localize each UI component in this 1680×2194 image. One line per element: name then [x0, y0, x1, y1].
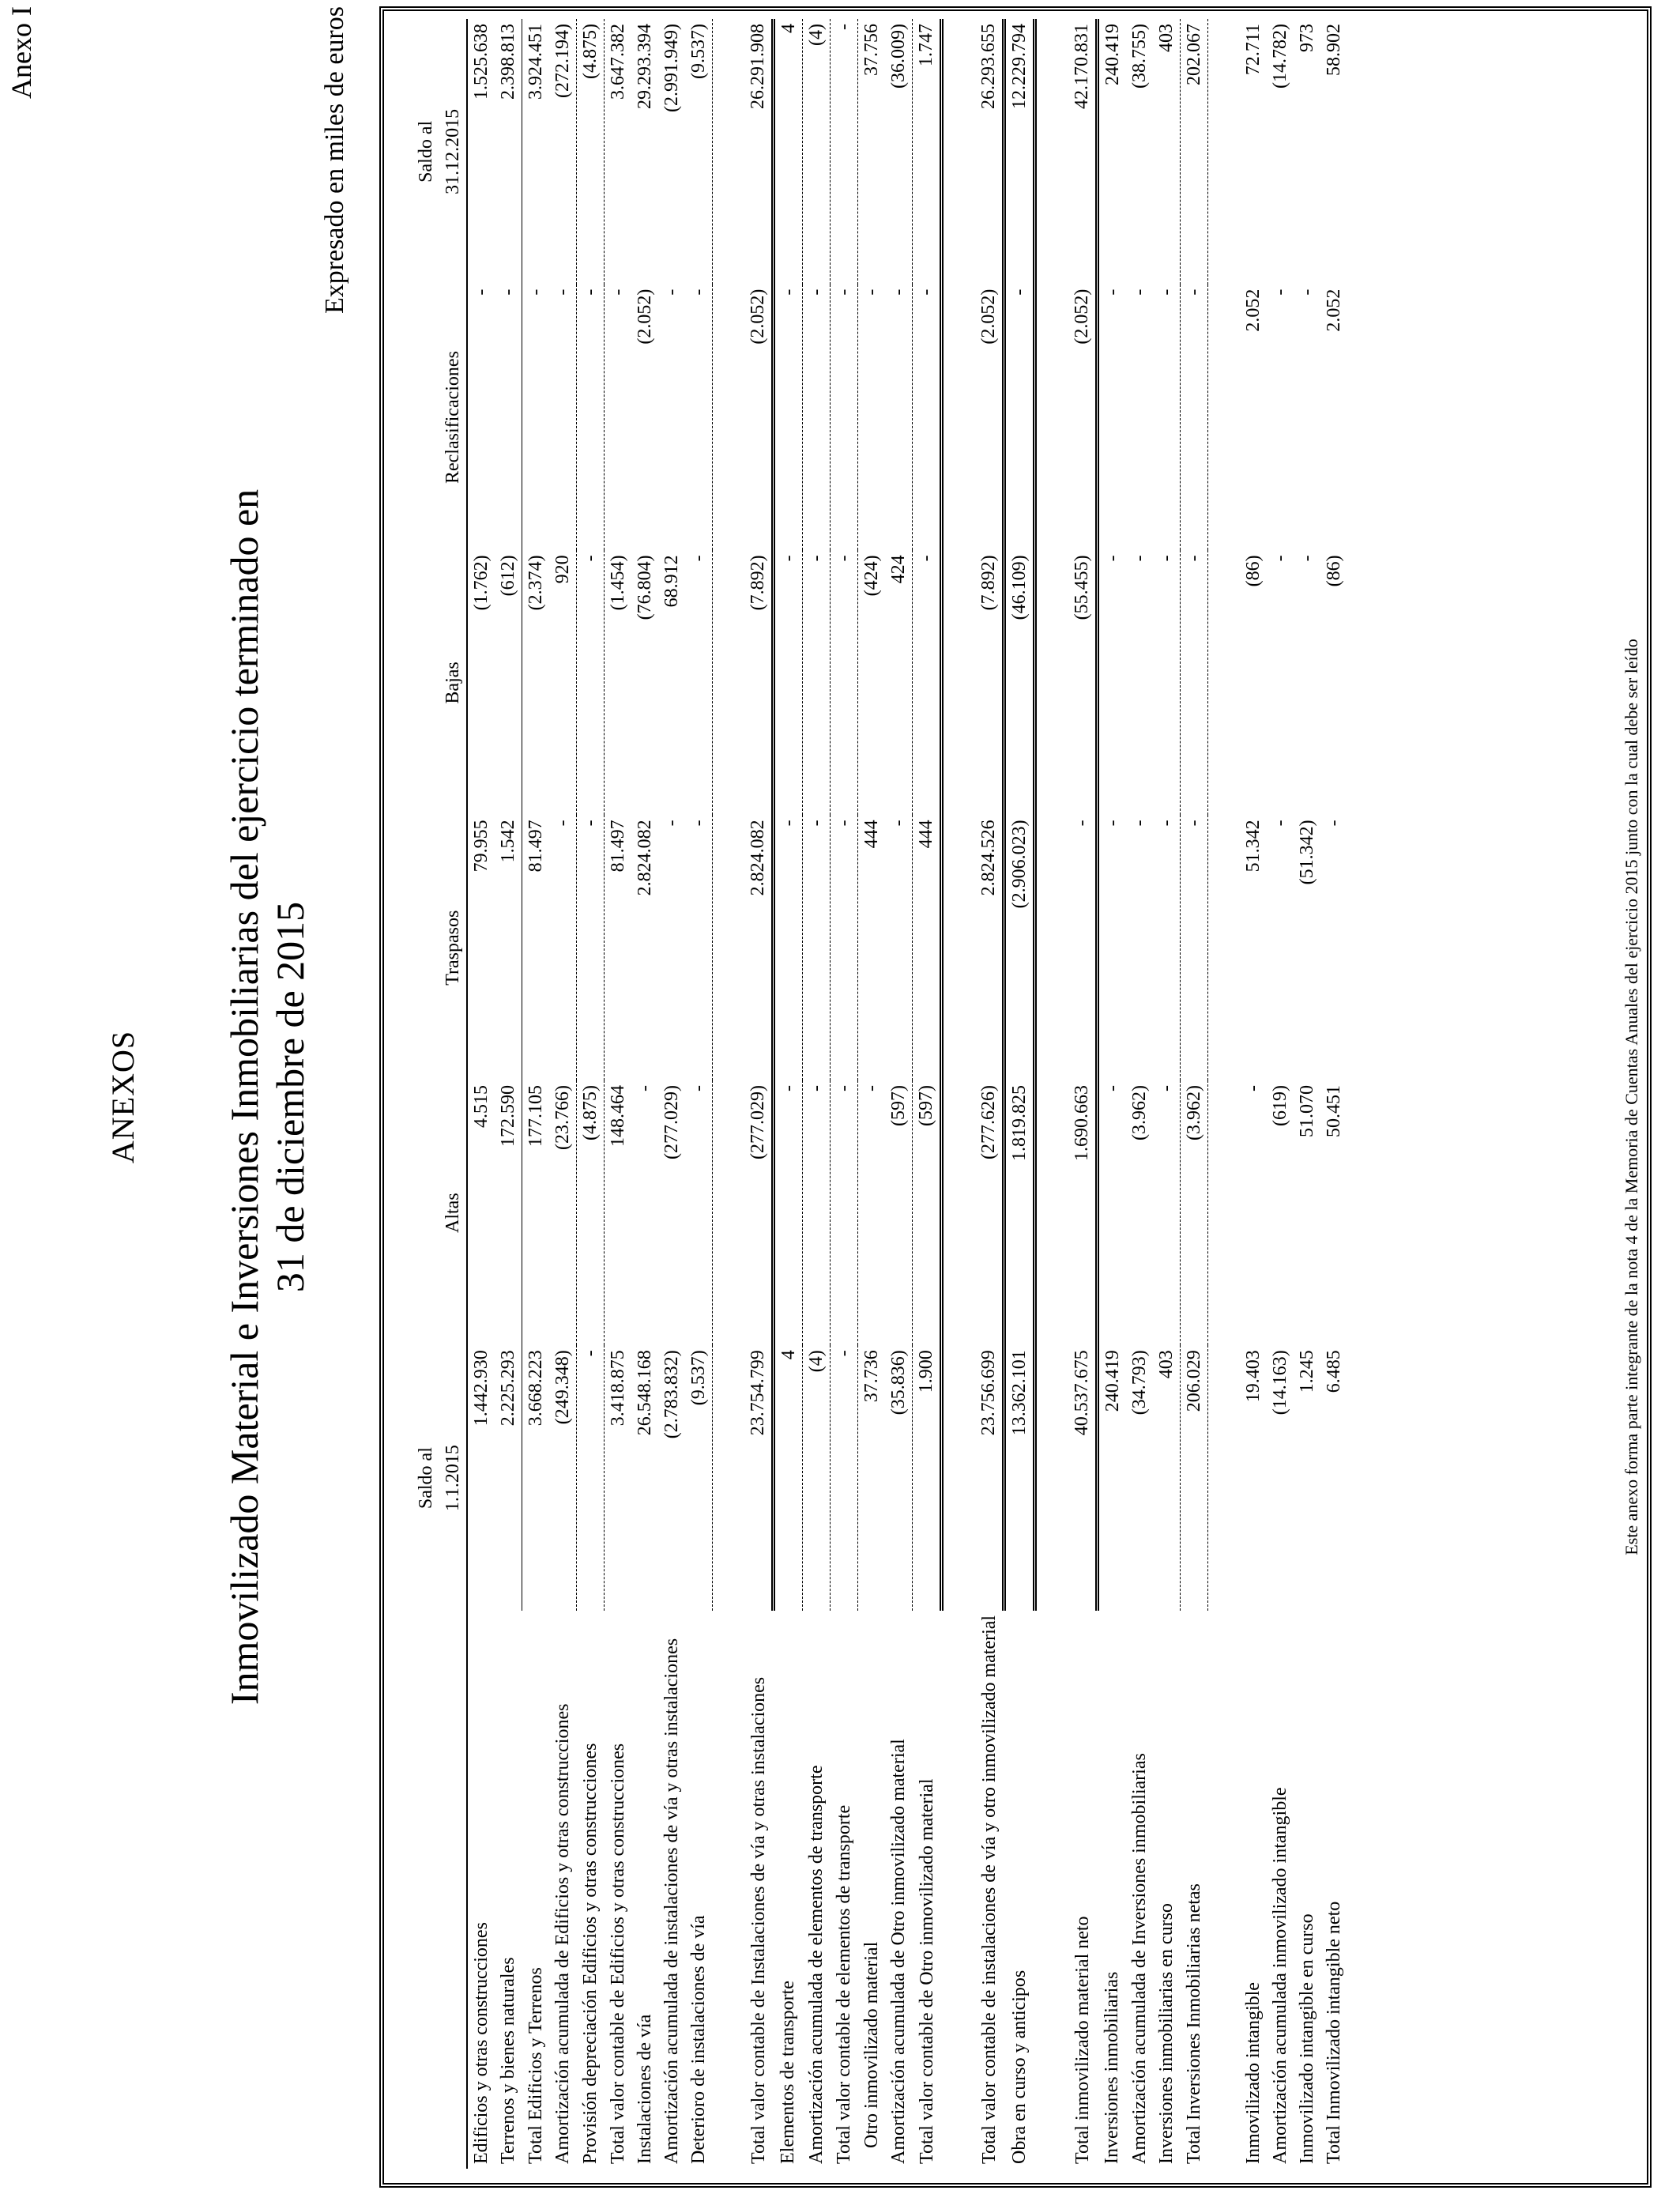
row-value: 1.900: [913, 1345, 942, 1611]
row-value: 72.711: [1243, 24, 1264, 76]
col-header-traspasos: Traspasos: [439, 815, 467, 1080]
row-value: -: [1181, 285, 1208, 551]
row-value: -: [913, 550, 942, 815]
row-value: -: [661, 820, 682, 827]
row-value: 2.052: [1243, 288, 1264, 332]
row-value: -: [831, 1345, 858, 1611]
row-value: (277.626): [975, 1080, 1004, 1345]
row-value: (4): [803, 19, 831, 285]
row-label: Deterioro de instalaciones de vía: [688, 1915, 710, 2164]
row-value: 19.403: [1243, 1350, 1264, 1403]
row-value: 177.105: [522, 1080, 550, 1345]
row-value: (4.875): [577, 1080, 605, 1345]
row-value: 920: [549, 550, 577, 815]
row-value: (2.906.023): [1004, 815, 1035, 1080]
row-value: -: [774, 815, 803, 1080]
row-value: (35.836): [885, 1345, 913, 1611]
row-value: 172.590: [495, 1080, 522, 1345]
row-value: (272.194): [549, 19, 577, 285]
row-value: -: [1153, 815, 1181, 1080]
row-value: 51.342: [1243, 820, 1264, 873]
row-value: -: [831, 285, 858, 551]
page-title-line-1: Inmovilizado Material e Inversiones Inmobiliarias del ejercicio terminado en: [222, 488, 266, 1706]
row-value: -: [1153, 285, 1181, 551]
row-value: -: [885, 815, 913, 1080]
row-value: 973: [1297, 24, 1317, 52]
row-value: (23.766): [549, 1080, 577, 1345]
row-value: -: [861, 1085, 882, 1092]
row-label: Total valor contable de Edificios y otras construcciones: [607, 1743, 628, 2164]
row-value: (1.454): [608, 555, 628, 611]
row-value: -: [577, 550, 605, 815]
row-value: -: [1102, 555, 1123, 562]
fixed-assets-table: [412, 19, 1347, 2169]
row-value: 3.418.875: [608, 1350, 628, 1427]
col-header-closing-date: 31.12.2015: [439, 19, 467, 285]
row-label: Amortización acumulada de Inversiones inmobiliarias: [1129, 1753, 1150, 2164]
row-label: Total valor contable de elementos de transporte: [834, 1804, 854, 2164]
row-value: (2.052): [744, 285, 774, 551]
row-value: -: [1297, 288, 1317, 296]
row-label: Inversiones inmobiliarias: [1101, 1971, 1122, 2164]
table-row: [1153, 19, 1181, 2169]
row-value: 68.912: [661, 555, 682, 608]
row-value: (4.875): [577, 19, 605, 285]
page-title-line-2: 31 de diciembre de 2015: [268, 901, 312, 1293]
row-label: Inmovilizado intangible en curso: [1297, 1913, 1317, 2164]
section-title: ANEXOS: [105, 1030, 141, 1164]
row-value: -: [861, 288, 882, 296]
row-value: -: [774, 285, 803, 551]
row-value: 4: [774, 19, 803, 285]
row-label: Terrenos y bienes naturales: [498, 1957, 519, 2164]
row-value: (2.991.949): [661, 24, 682, 112]
row-value: (86): [1324, 555, 1344, 587]
row-value: -: [608, 288, 628, 296]
row-value: (34.793): [1129, 1350, 1150, 1416]
row-value: 51.070: [1297, 1085, 1317, 1138]
row-value: 6.485: [1324, 1350, 1344, 1393]
table-row: [1294, 19, 1320, 2169]
row-value: -: [1297, 555, 1317, 562]
table-row: [1004, 19, 1035, 2169]
table-row: [1240, 19, 1267, 2169]
row-value: -: [1270, 820, 1290, 827]
row-value: -: [549, 815, 577, 1080]
col-header-bajas: Bajas: [439, 550, 467, 815]
row-value: (1.762): [471, 555, 492, 611]
row-value: -: [495, 285, 522, 551]
row-value: 13.362.101: [1004, 1345, 1035, 1611]
row-label: Amortización acumulada de Otro inmovilizado material: [888, 1739, 910, 2164]
row-value: 1.819.825: [1004, 1080, 1035, 1345]
row-value: (2.052): [975, 285, 1004, 551]
col-header-closing-top: Saldo al: [416, 120, 436, 183]
col-header-reclasificaciones: Reclasificaciones: [439, 285, 467, 551]
table-row: [803, 19, 831, 2169]
row-value: -: [685, 815, 713, 1080]
row-value: (9.537): [685, 1345, 713, 1611]
row-value: -: [1129, 820, 1150, 827]
row-label: Otro inmovilizado material: [861, 1941, 882, 2148]
row-value: 26.291.908: [744, 19, 774, 285]
units-note: Expresado en miles de euros: [320, 6, 349, 314]
row-value: 2.225.293: [495, 1345, 522, 1611]
row-value: -: [1068, 815, 1098, 1080]
row-label: Amortización acumulada de instalaciones de vía y otras instalaciones: [661, 1638, 682, 2164]
row-value: 2.824.082: [744, 815, 774, 1080]
row-label: Total Inmovilizado intangible neto: [1324, 1901, 1344, 2164]
row-value: 424: [885, 550, 913, 815]
row-value: (7.892): [744, 550, 774, 815]
table-row: [522, 19, 550, 2169]
row-label: Amortización acumulada de Edificios y otras construcciones: [552, 1703, 574, 2164]
row-label: Obra en curso y anticipos: [1009, 1970, 1030, 2164]
row-value: 1.747: [913, 19, 942, 285]
row-value: 26.548.168: [635, 1350, 655, 1436]
row-value: -: [803, 1080, 831, 1345]
row-value: -: [1102, 288, 1123, 296]
row-value: 444: [861, 820, 882, 849]
row-value: -: [1181, 815, 1208, 1080]
row-label: Amortización acumulada inmovilizado intangible: [1270, 1787, 1290, 2164]
table-row: [1068, 19, 1098, 2169]
row-value: (249.348): [549, 1345, 577, 1611]
row-value: -: [577, 285, 605, 551]
row-value: -: [1102, 820, 1123, 827]
row-value: 42.170.831: [1068, 19, 1098, 285]
table-row: [885, 19, 913, 2169]
row-value: -: [661, 288, 682, 296]
table-row: [1098, 19, 1127, 2169]
row-value: -: [549, 285, 577, 551]
row-value: 202.067: [1181, 19, 1208, 285]
row-label: Total Inversiones Inmobiliarias netas: [1184, 1883, 1204, 2164]
row-value: (2.052): [635, 288, 655, 345]
row-value: 2.398.813: [495, 19, 522, 285]
row-value: -: [1102, 1085, 1123, 1092]
row-value: 1.525.638: [471, 24, 492, 100]
row-value: 240.419: [1102, 1350, 1123, 1412]
row-value: (597): [913, 1080, 942, 1345]
row-value: -: [685, 1080, 713, 1345]
row-value: 1.690.663: [1068, 1080, 1098, 1345]
row-value: (4): [803, 1345, 831, 1611]
row-value: (36.009): [885, 19, 913, 285]
row-value: (55.455): [1068, 550, 1098, 815]
row-value: -: [1270, 555, 1290, 562]
row-label: Inmovilizado intangible: [1243, 1982, 1264, 2164]
row-value: -: [471, 288, 492, 296]
table-row: [467, 19, 495, 2169]
row-value: (619): [1270, 1085, 1290, 1126]
row-label: Total inmovilizado material neto: [1072, 1916, 1094, 2164]
row-value: (612): [495, 550, 522, 815]
table-body: [467, 19, 1347, 2169]
table-row: [577, 19, 605, 2169]
row-value: (2.374): [522, 550, 550, 815]
row-label: Edificios y otras construcciones: [471, 1922, 492, 2164]
row-value: 50.451: [1324, 1085, 1344, 1138]
row-value: 1.542: [495, 815, 522, 1080]
row-value: (14.163): [1270, 1350, 1290, 1416]
row-value: 2.824.526: [975, 815, 1004, 1080]
col-header-opening-top: Saldo al: [416, 1447, 436, 1510]
row-value: -: [1129, 555, 1150, 562]
row-value: -: [831, 815, 858, 1080]
row-value: 206.029: [1181, 1345, 1208, 1611]
row-value: 26.293.655: [975, 19, 1004, 285]
table-row: [744, 19, 774, 2169]
table-row: [685, 19, 713, 2169]
table-row: [631, 19, 658, 2169]
row-value: 3.924.451: [522, 19, 550, 285]
header-spacer: [412, 1611, 439, 2169]
row-label: Amortización acumulada de elementos de transporte: [806, 1765, 827, 2164]
row-value: 58.902: [1324, 24, 1344, 76]
row-value: -: [1181, 550, 1208, 815]
table-frame: [379, 6, 1652, 2188]
row-value: 23.754.799: [744, 1345, 774, 1611]
row-value: 1.245: [1297, 1350, 1317, 1393]
row-value: (277.029): [661, 1085, 682, 1159]
table-row: [1320, 19, 1347, 2169]
annex-label: Anexo I: [6, 6, 37, 99]
row-value: 240.419: [1102, 24, 1123, 85]
row-value: 403: [1153, 1345, 1181, 1611]
table-row: [858, 19, 886, 2169]
row-value: -: [1324, 820, 1344, 827]
row-value: (2.783.832): [661, 1350, 682, 1439]
table-row: [1267, 19, 1294, 2169]
row-value: (424): [861, 555, 882, 597]
row-value: (51.342): [1297, 820, 1317, 885]
row-value: 2.052: [1324, 288, 1344, 332]
table-row: [1181, 19, 1208, 2169]
row-label: Total Edificios y Terrenos: [525, 1967, 546, 2164]
table-row: [831, 19, 858, 2169]
row-value: 79.955: [471, 820, 492, 873]
row-value: 403: [1153, 19, 1181, 285]
table-row: [913, 19, 942, 2169]
row-value: -: [831, 1080, 858, 1345]
row-value: -: [803, 550, 831, 815]
row-label: Total valor contable de instalaciones de vía y otro inmovilizado material: [979, 1615, 1000, 2164]
row-value: -: [831, 550, 858, 815]
table-row: [975, 19, 1004, 2169]
row-value: 29.293.394: [635, 24, 655, 109]
row-value: -: [522, 285, 550, 551]
row-value: 40.537.675: [1068, 1345, 1098, 1611]
table-row: [658, 19, 685, 2169]
row-value: -: [577, 1345, 605, 1611]
row-value: (86): [1243, 555, 1264, 587]
row-value: -: [913, 285, 942, 551]
row-value: (277.029): [744, 1080, 774, 1345]
row-value: -: [1129, 288, 1150, 296]
col-header-altas: Altas: [439, 1080, 467, 1345]
row-value: -: [1004, 285, 1035, 551]
row-value: -: [803, 285, 831, 551]
row-value: (76.804): [635, 555, 655, 620]
row-value: -: [831, 19, 858, 285]
row-value: -: [1243, 1085, 1264, 1092]
table-row: [1126, 19, 1153, 2169]
row-value: (14.782): [1270, 24, 1290, 89]
row-value: 81.497: [608, 820, 628, 873]
row-value: -: [577, 815, 605, 1080]
table-row: [549, 19, 577, 2169]
row-value: 1.442.930: [471, 1350, 492, 1427]
row-value: 81.497: [522, 815, 550, 1080]
col-header-opening-date: 1.1.2015: [439, 1345, 467, 1611]
row-value: (9.537): [685, 19, 713, 285]
row-value: 3.668.223: [522, 1345, 550, 1611]
row-label: Provisión depreciación Edificios y otras construcciones: [580, 1743, 601, 2164]
row-value: -: [885, 285, 913, 551]
row-value: (3.962): [1181, 1080, 1208, 1345]
row-value: 37.756: [861, 24, 882, 76]
row-value: 148.464: [608, 1085, 628, 1148]
row-value: -: [685, 285, 713, 551]
row-value: -: [635, 1085, 655, 1092]
row-value: -: [803, 815, 831, 1080]
row-value: (38.755): [1129, 24, 1150, 89]
row-value: 23.756.699: [975, 1345, 1004, 1611]
row-value: (2.052): [1068, 285, 1098, 551]
row-value: -: [774, 550, 803, 815]
row-value: (597): [885, 1080, 913, 1345]
row-value: -: [1153, 550, 1181, 815]
row-value: -: [1270, 288, 1290, 296]
page-title: [221, 0, 313, 2194]
row-value: -: [685, 550, 713, 815]
row-label: Elementos de transporte: [778, 1981, 798, 2164]
row-value: (3.962): [1129, 1085, 1150, 1140]
table-row: [495, 19, 522, 2169]
row-value: 4: [774, 1345, 803, 1611]
row-label: Instalaciones de vía: [635, 2014, 655, 2164]
row-label: Inversiones inmobiliarias en curso: [1156, 1903, 1177, 2164]
table-row: [605, 19, 632, 2169]
row-value: 444: [913, 815, 942, 1080]
row-value: 3.647.382: [608, 24, 628, 100]
row-value: 37.736: [861, 1350, 882, 1403]
row-value: (7.892): [975, 550, 1004, 815]
row-value: 12.229.794: [1004, 19, 1035, 285]
row-value: 4.515: [471, 1085, 492, 1129]
row-value: (46.109): [1004, 550, 1035, 815]
row-label: Total valor contable de Otro inmovilizado material: [917, 1778, 937, 2164]
row-value: -: [774, 1080, 803, 1345]
row-value: 2.824.082: [635, 820, 655, 896]
table-row: [774, 19, 803, 2169]
row-label: Total valor contable de Instalaciones de vía y otras instalaciones: [748, 1676, 770, 2164]
footnote: Este anexo forma parte integrante de la nota 4 de la Memoria de Cuentas Anuales del ejercicio 2015 junto con la cual debe ser leído: [1622, 639, 1641, 1555]
row-value: -: [1153, 1080, 1181, 1345]
